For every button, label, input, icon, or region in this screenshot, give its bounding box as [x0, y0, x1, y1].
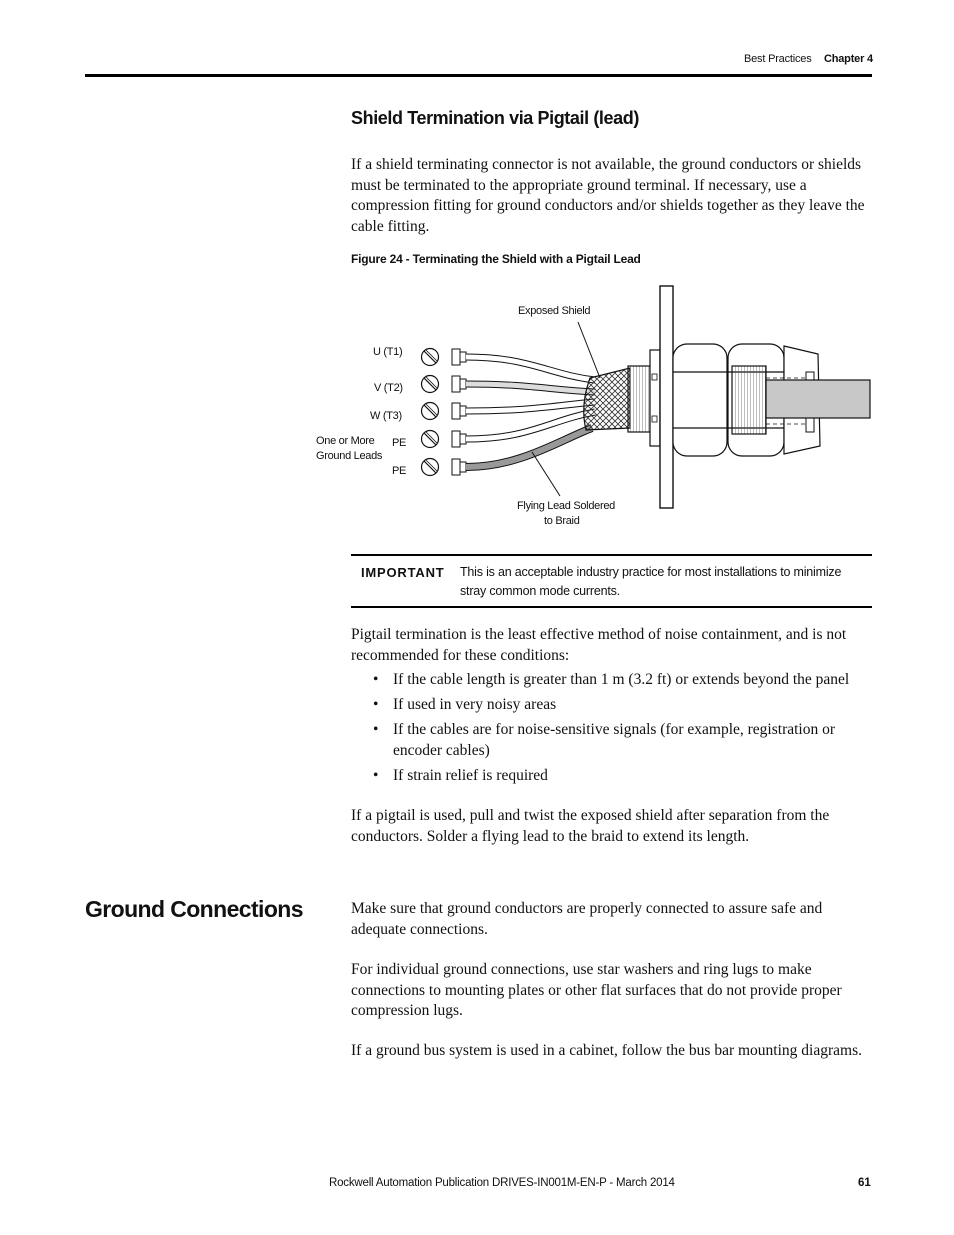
label-exposed-shield: Exposed Shield [518, 305, 591, 317]
paragraph-intro: If a shield terminating connector is not available, the ground conductors or shields must be terminated to the appropriate ground terminal. If necessary, use a compression fitting for ground conductors and/or shields together as they leave the cable fitting. [351, 156, 865, 235]
figure-caption: Figure 24 - Terminating the Shield with a Pigtail Lead [351, 252, 641, 266]
leader-flying-lead [532, 452, 560, 496]
section-title-ground-connections: Ground Connections [85, 896, 303, 922]
pigtail-diagram-svg [300, 280, 880, 530]
gland-locknut [673, 344, 727, 456]
terminal-screw-u [422, 349, 439, 366]
terminal-screw-pe1 [422, 431, 439, 448]
label-ground-leads-line2: Ground Leads [316, 450, 383, 462]
terminal-screw-w [422, 403, 439, 420]
list-item [351, 720, 873, 761]
section-title-shield-termination: Shield Termination via Pigtail (lead) [351, 108, 639, 128]
header-chapter: Chapter 4 [824, 53, 873, 65]
label-w-t3: W (T3) [370, 410, 402, 422]
panel-wall [660, 286, 673, 508]
footer-page-number: 61 [858, 1177, 871, 1189]
important-text: This is an acceptable industry practice for most installations to minimize stray common mode currents. [460, 565, 842, 598]
label-flying-lead-line1: Flying Lead Soldered [517, 500, 615, 512]
exposed-shield-braid [584, 368, 630, 430]
label-ground-leads-line1: One or More [316, 435, 375, 447]
paragraph-ground-3: If a ground bus system is used in a cabinet, follow the bus bar mounting diagrams. [351, 1042, 862, 1059]
footer-publication: Rockwell Automation Publication DRIVES-IN001M-EN-P - March 2014 [329, 1177, 675, 1189]
list-item [351, 670, 873, 691]
label-u-t1: U (T1) [373, 346, 403, 358]
list-item-text: If strain relief is required [393, 766, 548, 784]
bullet-dot: • [373, 766, 379, 784]
terminal-screws [422, 349, 439, 476]
wire-lugs [452, 349, 466, 475]
header-rule [85, 74, 872, 77]
header-section-name: Best Practices [744, 53, 812, 65]
cable-jacket [766, 380, 870, 418]
list-item-text: If the cables are for noise-sensitive signals (for example, registration or encoder cables) [393, 721, 836, 759]
list-item-text: If used in very noisy areas [393, 696, 557, 713]
important-callout [351, 554, 872, 608]
bullet-dot: • [373, 721, 379, 738]
terminal-screw-v [422, 376, 439, 393]
conditions-list [351, 670, 873, 791]
conductors [466, 357, 595, 467]
terminal-screw-pe2 [422, 459, 439, 476]
important-label: IMPORTANT [361, 565, 445, 580]
paragraph-ground-1: Make sure that ground conductors are properly connected to assure safe and adequate connections. [351, 900, 823, 938]
label-v-t2: V (T2) [374, 382, 403, 394]
paragraph-pigtail-usage: If a pigtail is used, pull and twist the exposed shield after separation from the conductors. Solder a flying lead to the braid to extend its length. [351, 807, 830, 845]
label-pe-1: PE [392, 437, 407, 449]
pigtail-diagram [300, 280, 880, 530]
list-item [351, 695, 873, 716]
list-item-text: If the cable length is greater than 1 m (3.2 ft) or extends beyond the panel [393, 671, 850, 688]
bullet-dot: • [373, 696, 379, 713]
label-pe-2: PE [392, 465, 407, 477]
bullet-dot: • [373, 671, 379, 688]
leader-exposed-shield [578, 322, 600, 378]
paragraph-ground-2: For individual ground connections, use star washers and ring lugs to make connections to mounting plates or other flat surfaces that do not provide proper compression lugs. [351, 961, 842, 1019]
paragraph-pigtail-conditions: Pigtail termination is the least effective method of noise containment, and is not recommended for these conditions: [351, 626, 847, 664]
label-flying-lead-line2: to Braid [544, 515, 580, 527]
gland-collar [650, 350, 660, 446]
cable-gland-thread [628, 366, 650, 432]
list-item [351, 766, 873, 787]
